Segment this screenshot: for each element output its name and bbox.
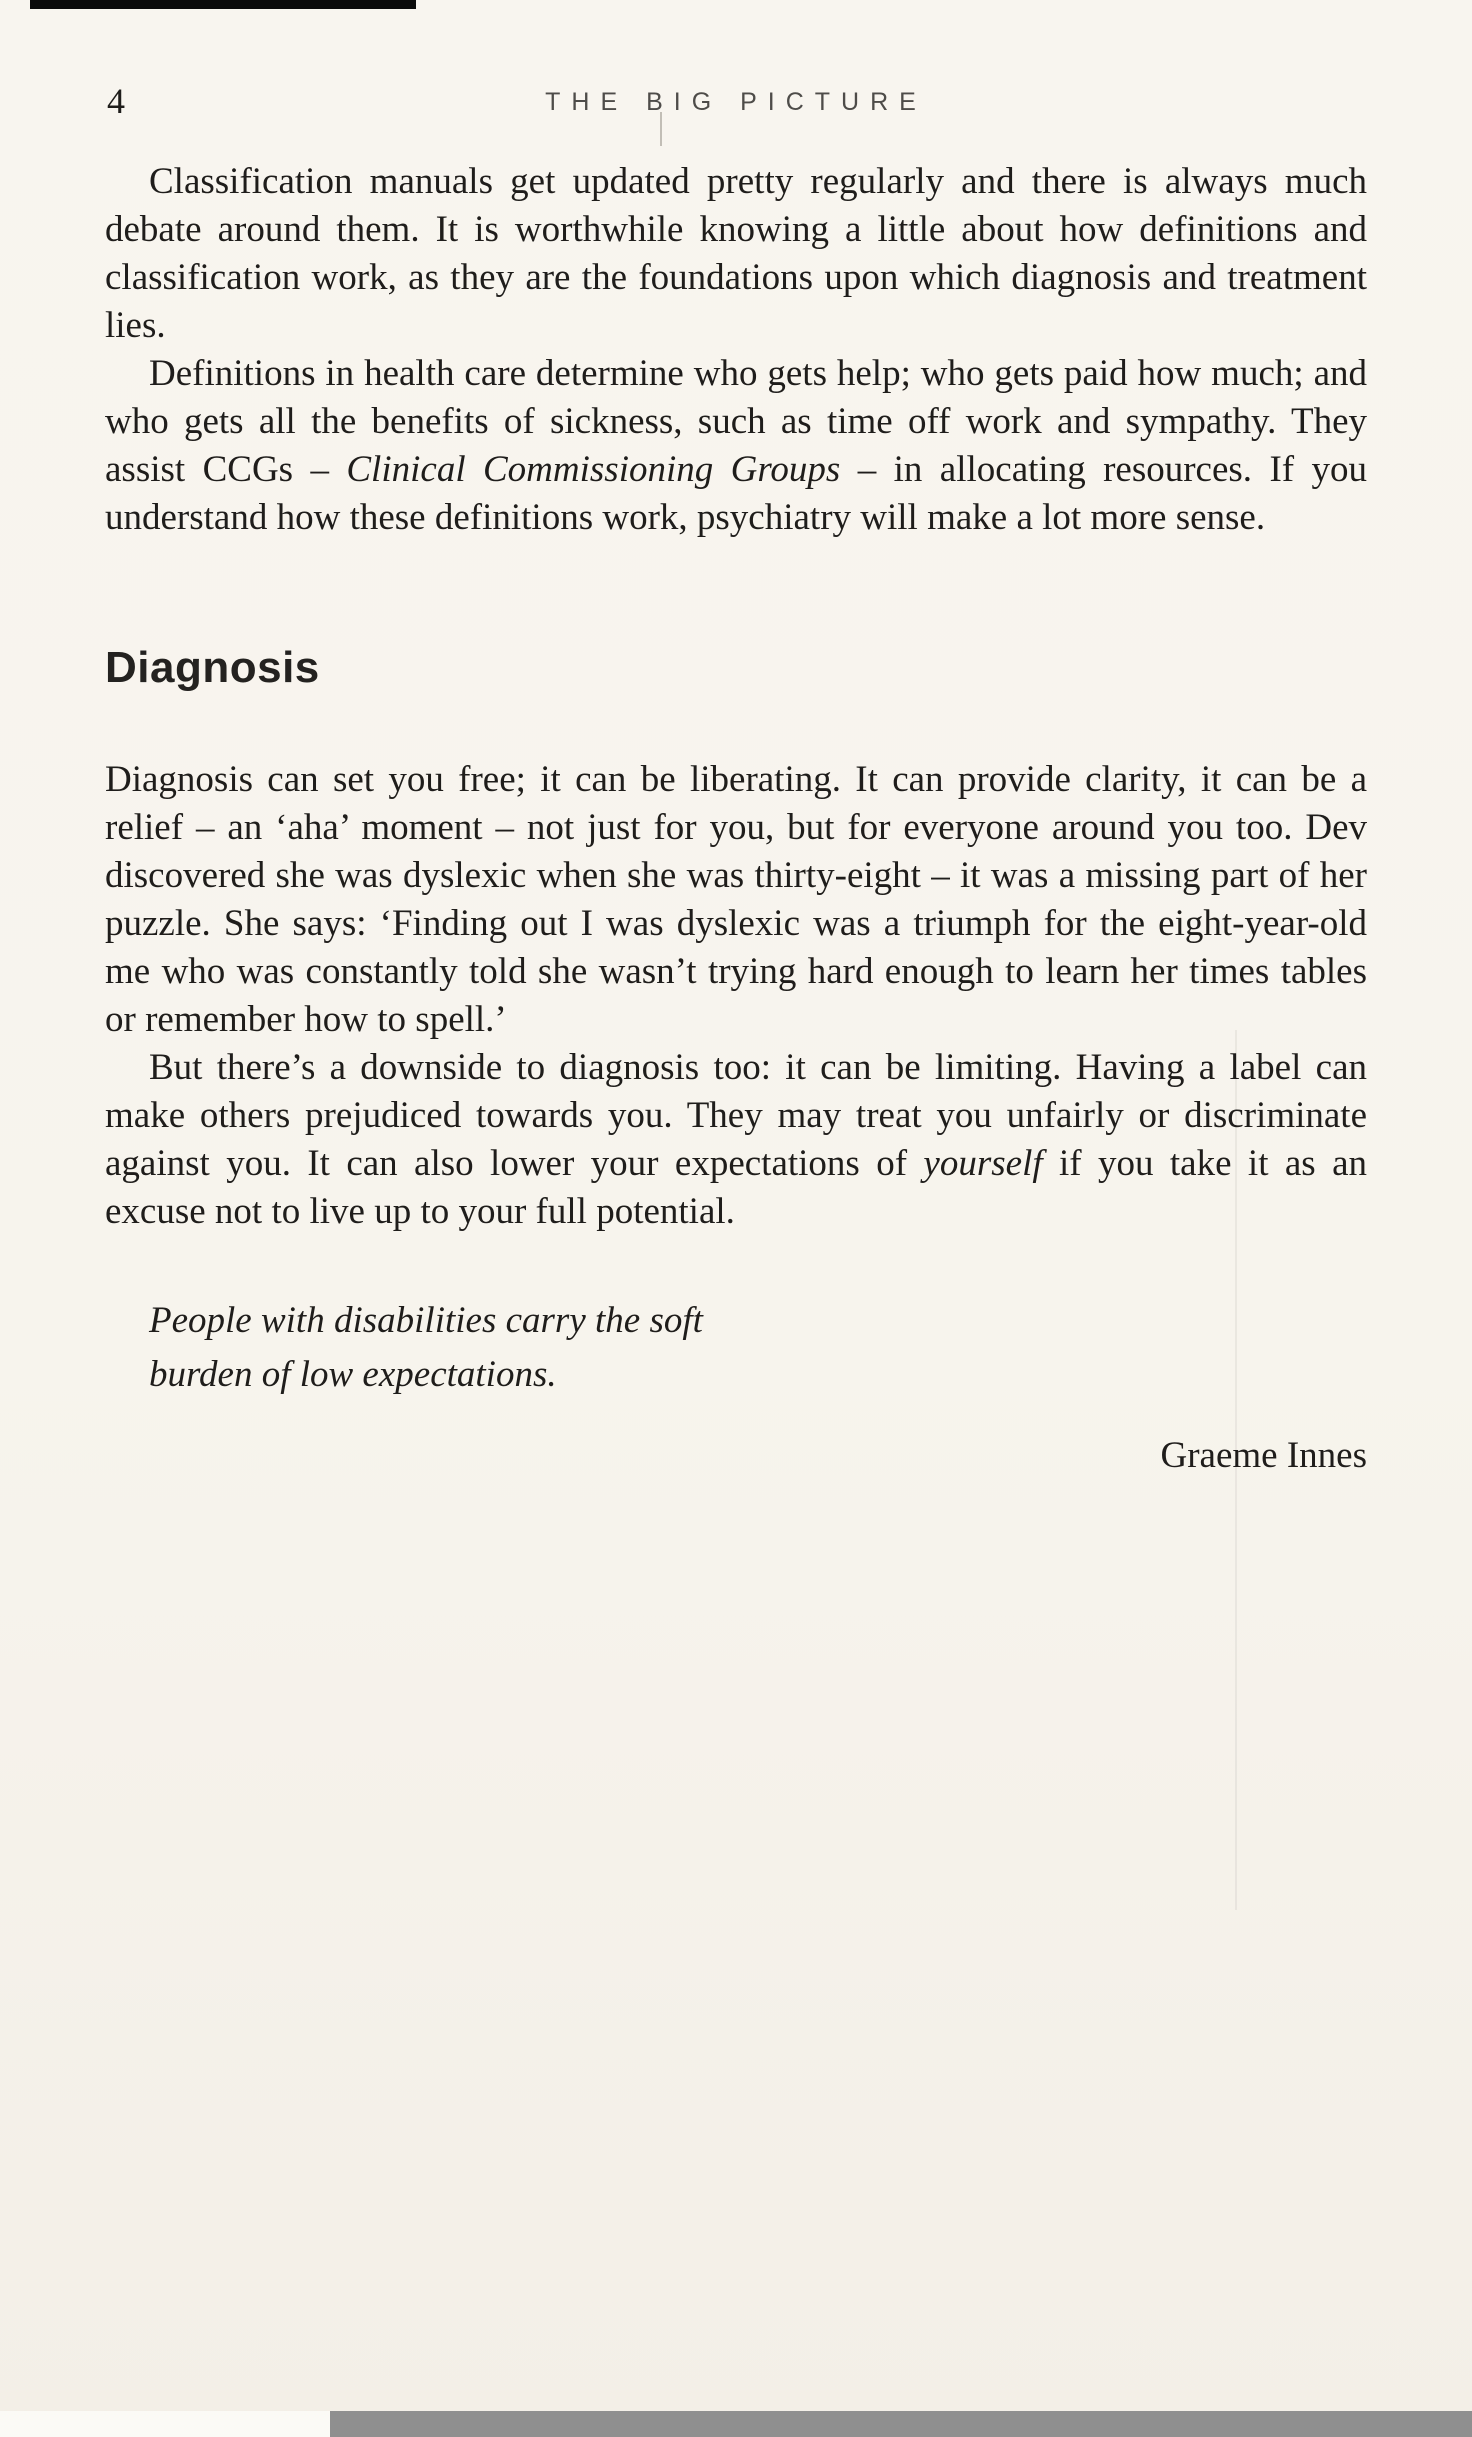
page-number: 4 — [107, 81, 125, 121]
scan-artifact-bottom-gray-strip — [330, 2411, 1472, 2437]
scan-artifact-bottom-light-strip — [0, 2411, 330, 2437]
paragraph-definitions — [105, 350, 1367, 542]
page-header — [105, 0, 1367, 132]
italic-clinical-commissioning-groups: Clinical Commissioning Groups — [346, 449, 841, 490]
quote-attribution: Graeme Innes — [1160, 1435, 1367, 1476]
quote-block — [149, 1294, 1367, 1402]
paragraph-classification-manuals: Classification manuals get updated pretty regularly and there is always much debate around them. It is worthwhile knowing a little about how definitions and classification work, as they are the foundations upon which diagnosis and treatment lies. — [105, 161, 1367, 346]
paragraph-definitions-text-end: – in allocating resources. If you understand how these definitions work, psychiatry will make a lot more sense. — [105, 449, 1367, 538]
quote-line-2: burden of low expectations. — [149, 1354, 557, 1395]
paragraph-downside-text-end: if you take it as an excuse not to live up to your full potential. — [105, 1143, 1367, 1232]
running-header-title: THE BIG PICTURE — [545, 88, 927, 116]
italic-yourself: yourself — [923, 1143, 1043, 1184]
paragraph-definitions-text-start: Definitions in health care determine who gets help; who gets paid how much; and who gets all the benefits of sickness, such as time off work and sympathy. They assist CCGs – — [105, 353, 1367, 490]
paragraph-diagnosis-liberating: Diagnosis can set you free; it can be liberating. It can provide clarity, it can be a relief – an ‘aha’ moment – not just for you, but for everyone around you too. Dev discovered she was dyslexic when she was thirty-eight – it was a missing part of her puzzle. She says: ‘Finding out I was dyslexic was a triumph for the eight-year-old me who was constantly told she wasn’t trying hard enough to learn her times tables or remember how to spell.’ — [105, 759, 1367, 1040]
quote-line-1: People with disabilities carry the soft — [149, 1300, 703, 1341]
paragraph-diagnosis-downside — [105, 1044, 1367, 1236]
paragraph-downside-text-start: But there’s a downside to diagnosis too: it can be limiting. Having a label can make others prejudiced towards you. They may treat you unfairly or discriminate against you. It can also lower your expectations of — [105, 1047, 1367, 1184]
scan-artifact-page-crease — [1235, 1030, 1237, 1910]
section-heading-diagnosis: Diagnosis — [105, 643, 320, 692]
page-body — [105, 158, 1367, 1480]
